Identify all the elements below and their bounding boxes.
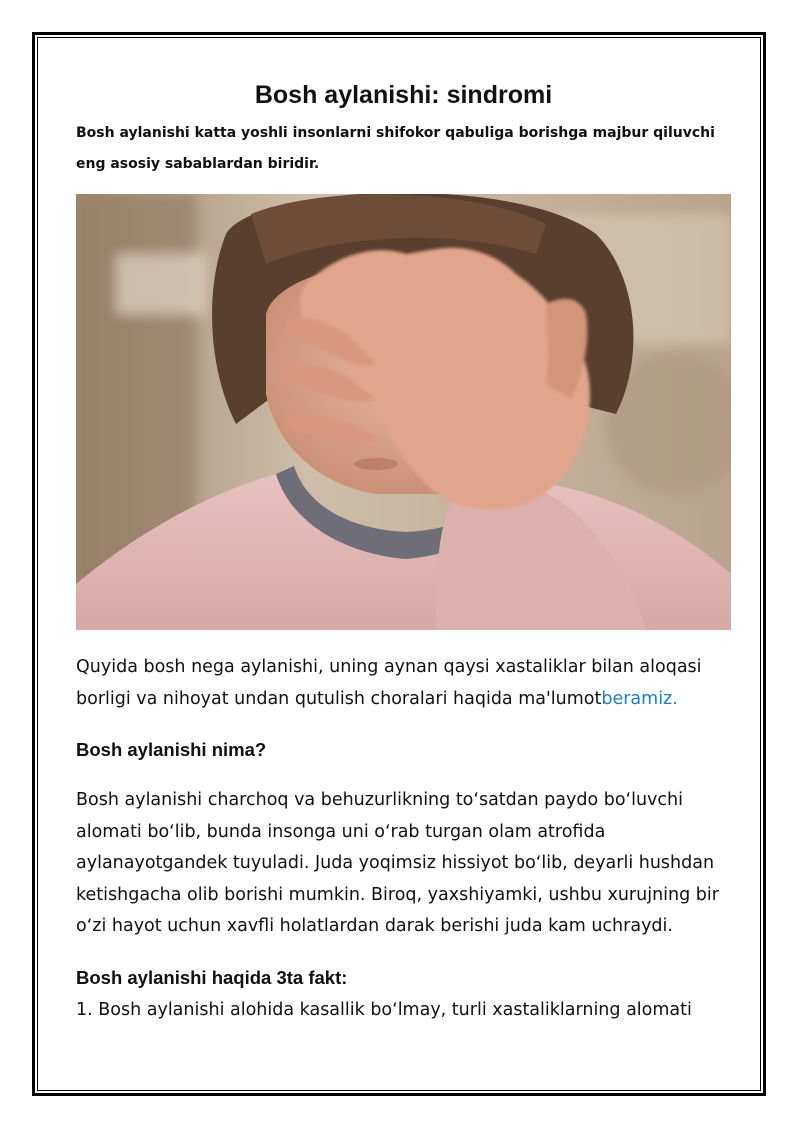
section-heading-facts: Bosh aylanishi haqida 3ta fakt: [76,966,348,988]
article-lead: Bosh aylanishi katta yoshli insonlarni shifokor qabuliga borishga majbur qiluvchi eng asosiy sabablardan biridir. [76,125,715,172]
intro-link[interactable]: beramiz. [601,688,678,709]
woman-holding-head-photo [76,194,731,630]
intro-paragraph [76,652,731,715]
article [76,76,731,1026]
article-title: Bosh aylanishi: sindromi [254,81,553,109]
section-heading-what-is: Bosh aylanishi nima? [76,739,267,760]
definition-paragraph: Bosh aylanishi charchoq va behuzurlikning toʻsatdan paydo boʻluvchi alomati boʻlib, bunda insonga uni oʻrab turgan olam atrofida aylanayotgandek tuyuladi. Juda yoqimsiz hissiyot boʻlib, deyarli hushdan ketishgacha olib borishi mumkin. Biroq, yaxshiyamki, ushbu xurujning bir oʻzi hayot uchun xavfli holatlardan darak berishi juda kam uchraydi. [76,790,719,936]
fact-list-item: 1. Bosh aylanishi alohida kasallik boʻlmay, turli xastaliklarning alomati [76,999,692,1020]
intro-text: Quyida bosh nega aylanishi, uning aynan qaysi xastaliklar bilan aloqasi borligi va nihoyat undan qutulish choralari haqida ma'lumot [76,657,702,709]
